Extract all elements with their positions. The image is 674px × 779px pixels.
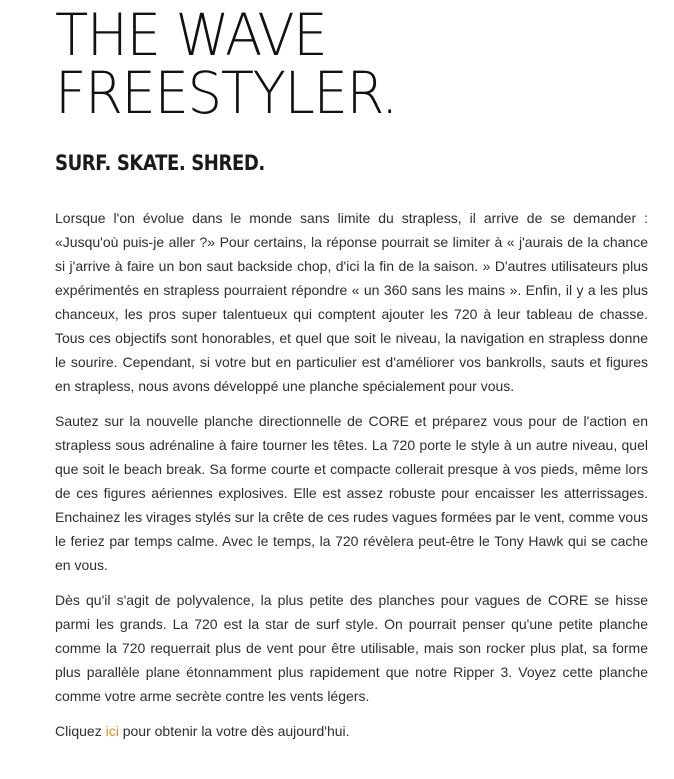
paragraph-2: Sautez sur la nouvelle planche directionnelle de CORE et préparez vous pour de l'action en strapless sous adrénaline à faire tourner les têtes. La 720 porte le style à un autre niveau, quel que soit le beach break. Sa forme courte et compacte collerait presque à vos pieds, même lors de ces figures aériennes explosives. Elle est assez robuste pour encaisser les atterrissages. Enchainez les virages stylés sur la crête de ces rudes vagues formées par le vent, comme vous le feriez par temps calme. Avec le temps, la 720 révèlera peut-être le Tony Hawk qui se cache en vous. [55,413,648,573]
cta-link[interactable]: ici [105,723,119,739]
title-line-2: FREESTYLER. [55,59,397,127]
page-subtitle: SURF. SKATE. SHRED. [55,151,265,175]
article-body [55,206,648,754]
cta-text-before: Cliquez [55,723,106,739]
paragraph-1: Lorsque l'on évolue dans le monde sans limite du strapless, il arrive de se demander : «Jusqu'où puis-je aller ?» Pour certains, la réponse pourrait se limiter à « j'aurais de la chance si j'arrive à faire un bon saut backside chop, d'ici la fin de la saison. » D'autres utilisateurs plus expérimentés en strapless pourraient répondre « un 360 sans les mains ». Enfin, il y a les plus chanceux, les pros super talentueux qui comptent ajouter les 720 à leur tableau de chasse. Tous ces objectifs sont honorables, et quel que soit le niveau, la navigation en strapless donne le sourire. Cependant, si votre but en particulier est d'améliorer vos bankrolls, sauts et figures en strapless, nous avons développé une planche spécialement pour vous. [55,210,648,394]
title-line-1: THE WAVE [55,1,327,69]
cta-paragraph [55,719,648,743]
paragraph-3: Dès qu'il s'agit de polyvalence, la plus petite des planches pour vagues de CORE se hisse parmi les grands. La 720 est la star de surf style. On pourrait penser qu'une petite planche comme la 720 requerrait plus de vent pour être utilisable, mais son rocker plus plat, sa forme plus parallèle plane étonnamment plus rapidement que notre Ripper 3. Voyez cette planche comme votre arme secrète contre les vents légers. [55,592,648,704]
cta-text-after: pour obtenir la votre dès aujourd'hui. [118,723,350,739]
page-title [55,1,397,127]
